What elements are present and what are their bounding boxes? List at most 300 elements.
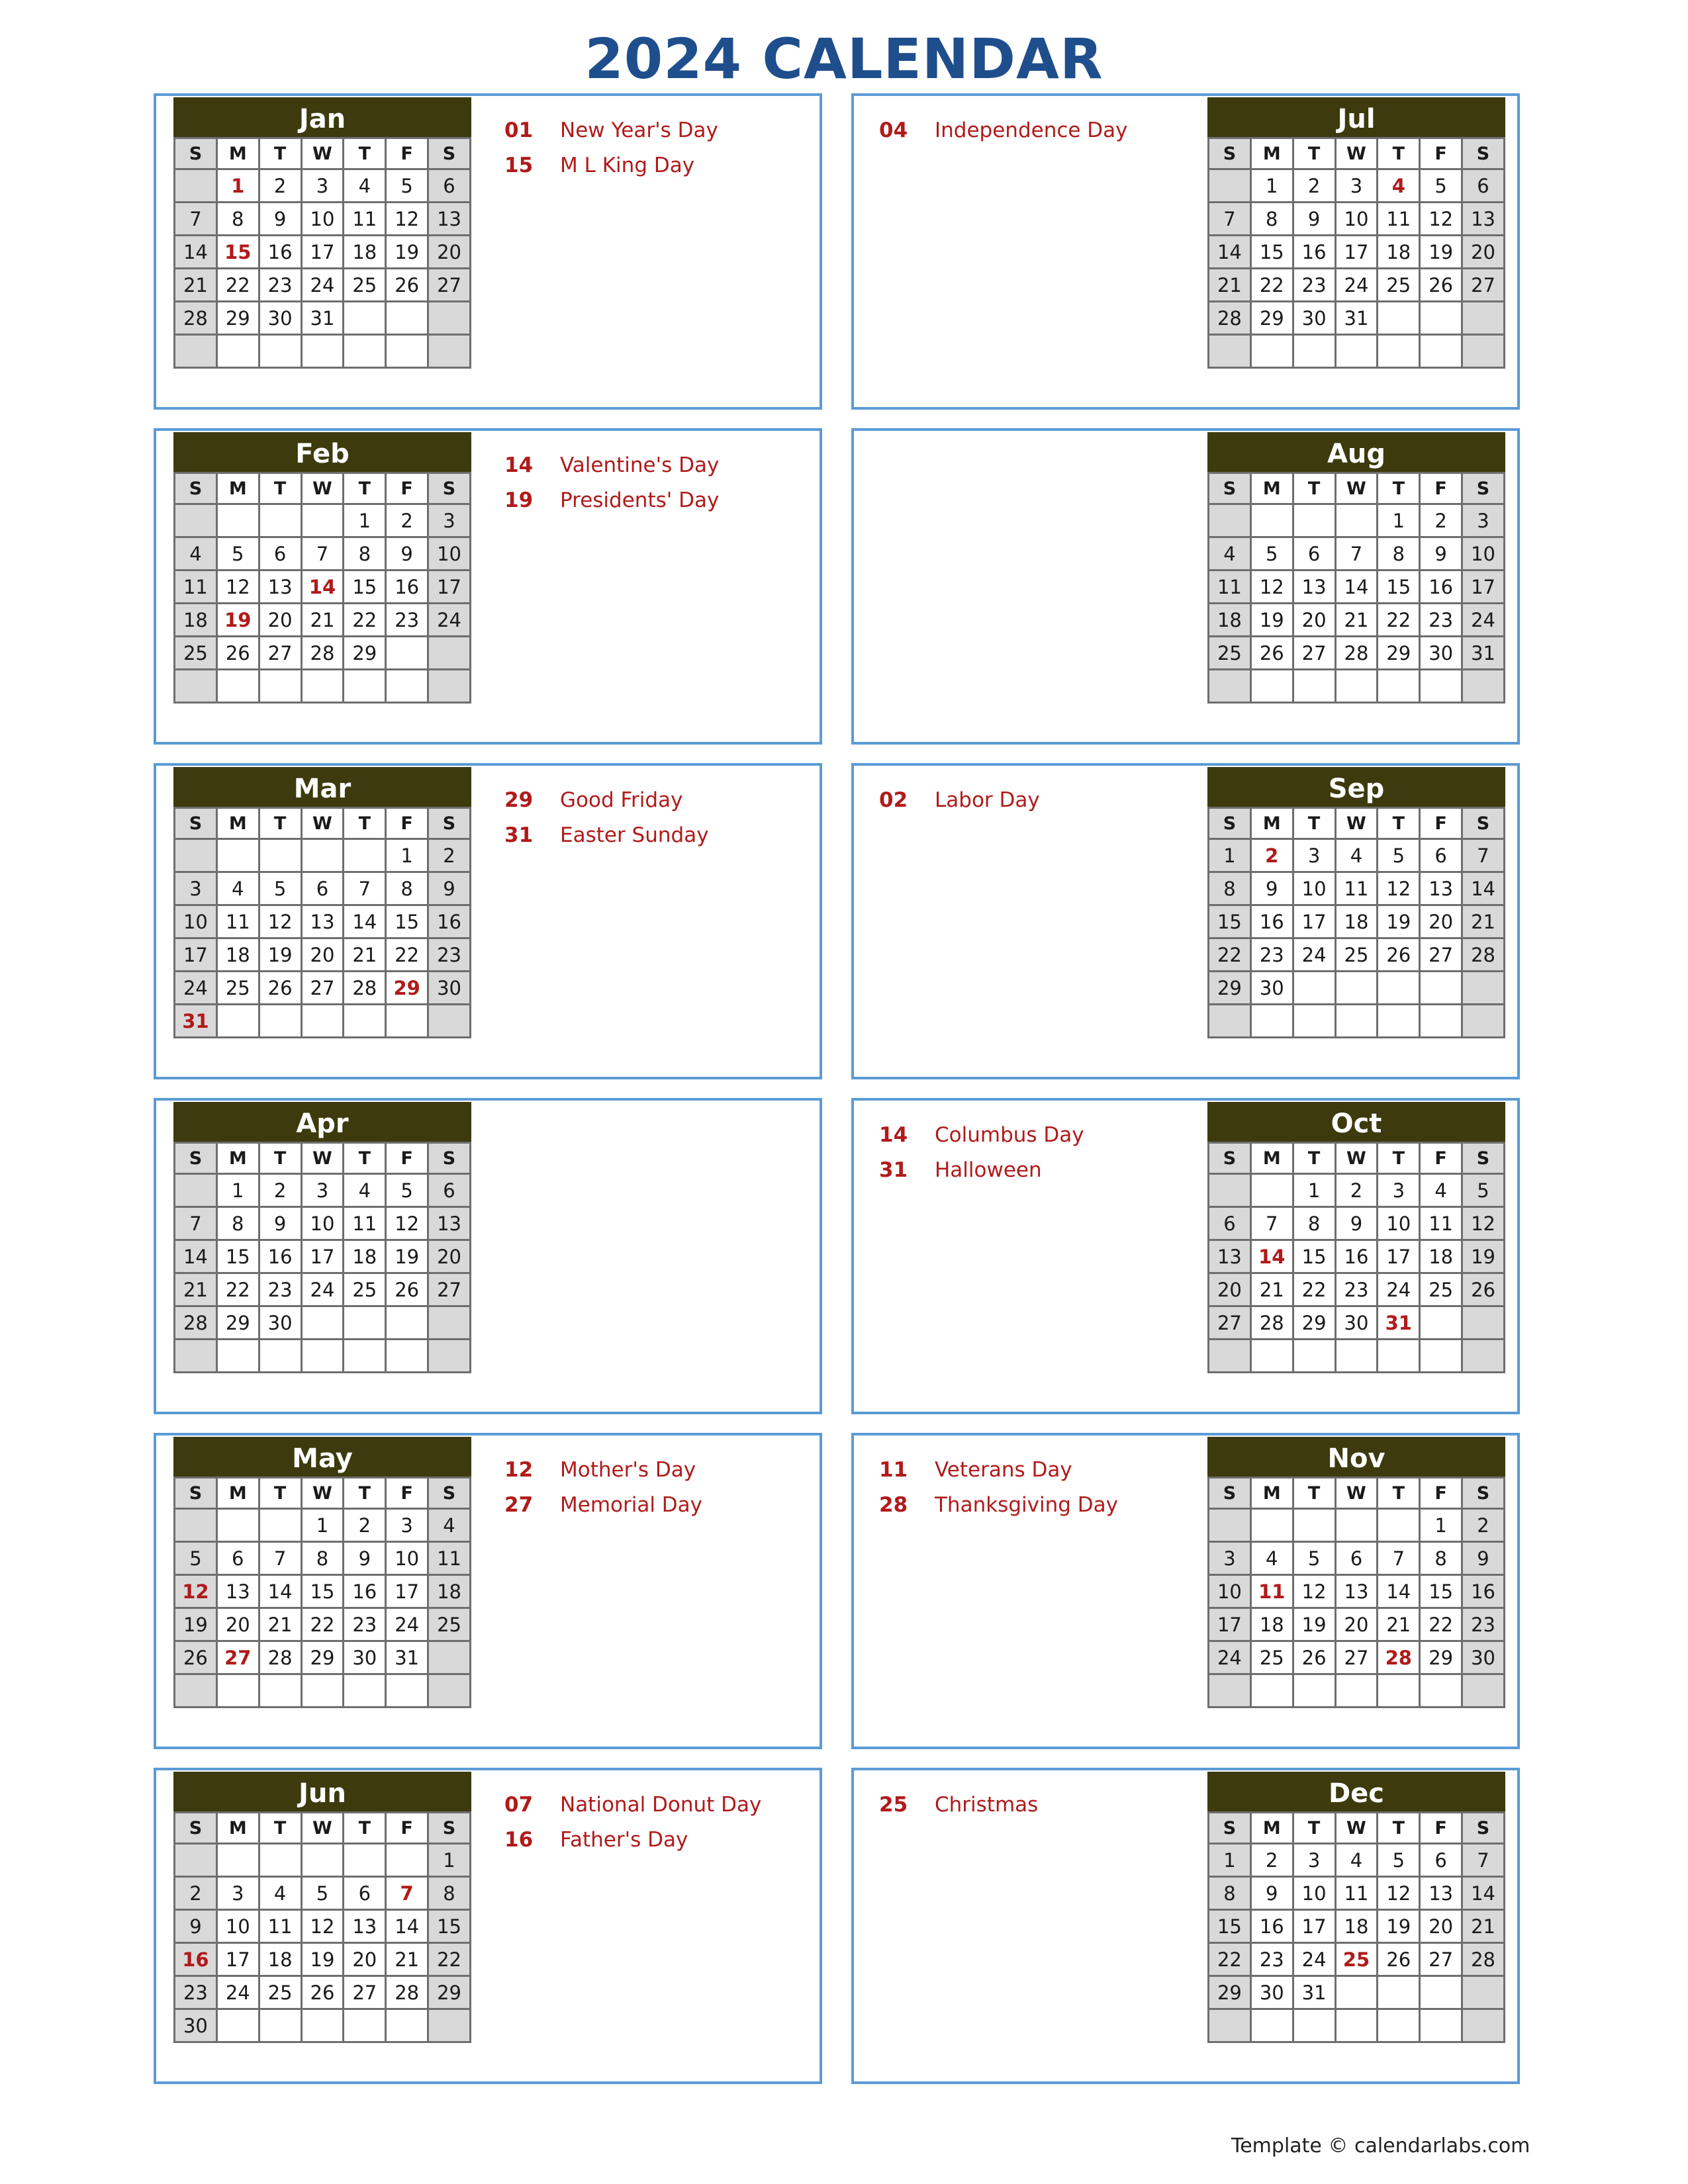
month-table xyxy=(173,807,471,1038)
holiday-list xyxy=(879,1118,1190,1188)
day-cell: 26 xyxy=(386,1273,428,1306)
day-cell xyxy=(301,670,344,703)
holiday-item xyxy=(879,1453,1190,1488)
day-cell: 13 xyxy=(216,1575,259,1608)
day-cell xyxy=(175,335,217,368)
holiday-item xyxy=(504,1453,816,1488)
day-cell: 10 xyxy=(428,537,471,570)
day-cell: 9 xyxy=(1335,1207,1378,1240)
day-cell: 7 xyxy=(1250,1207,1293,1240)
day-cell: 19 xyxy=(386,1240,428,1273)
day-cell xyxy=(216,670,259,703)
day-cell xyxy=(1209,169,1251,203)
week-row xyxy=(1209,169,1505,203)
day-cell: 9 xyxy=(1420,537,1462,570)
holiday-date: 12 xyxy=(504,1458,534,1482)
day-cell: 21 xyxy=(386,1943,428,1976)
day-cell: 3 xyxy=(1293,1844,1335,1877)
day-cell: 24 xyxy=(1378,1273,1420,1306)
holiday-name: National Donut Day xyxy=(560,1793,762,1817)
day-cell xyxy=(216,1509,259,1542)
day-cell: 8 xyxy=(1378,537,1420,570)
day-cell xyxy=(344,670,386,703)
holiday-name: Valentine's Day xyxy=(560,453,720,477)
week-row xyxy=(1209,972,1505,1005)
week-row xyxy=(175,1608,471,1641)
holiday-day-cell: 27 xyxy=(216,1641,259,1674)
week-row xyxy=(1209,1877,1505,1910)
day-cell xyxy=(1335,1005,1378,1038)
day-cell: 21 xyxy=(1378,1608,1420,1641)
day-cell: 29 xyxy=(428,1976,471,2009)
week-row xyxy=(175,1240,471,1273)
day-cell: 18 xyxy=(1209,604,1251,637)
holiday-list xyxy=(504,1453,816,1523)
day-cell: 8 xyxy=(216,1207,259,1240)
day-cell: 30 xyxy=(1420,637,1462,670)
mini-calendar xyxy=(173,97,471,369)
day-cell: 9 xyxy=(1293,203,1335,236)
holiday-date: 01 xyxy=(504,118,534,142)
week-row xyxy=(1209,637,1505,670)
day-cell: 21 xyxy=(175,269,217,302)
day-cell: 27 xyxy=(1462,269,1505,302)
day-cell: 3 xyxy=(428,504,471,537)
week-row xyxy=(1209,905,1505,938)
day-cell: 22 xyxy=(386,938,428,972)
day-cell: 26 xyxy=(1293,1641,1335,1674)
weekday-header-row xyxy=(1209,1813,1505,1844)
holiday-name: M L King Day xyxy=(560,154,695,177)
day-cell: 4 xyxy=(344,1174,386,1207)
day-cell: 7 xyxy=(1462,839,1505,872)
day-cell: 10 xyxy=(216,1910,259,1943)
day-cell: 21 xyxy=(1335,604,1378,637)
week-row xyxy=(1209,504,1505,537)
weekday-label: F xyxy=(386,1143,428,1174)
day-cell: 26 xyxy=(1378,938,1420,972)
day-cell xyxy=(1378,1340,1420,1373)
day-cell: 19 xyxy=(259,938,301,972)
day-cell: 11 xyxy=(216,905,259,938)
day-cell xyxy=(1335,972,1378,1005)
day-cell: 24 xyxy=(386,1608,428,1641)
day-cell xyxy=(1293,1674,1335,1707)
holiday-day-cell: 25 xyxy=(1335,1943,1378,1976)
day-cell: 17 xyxy=(1378,1240,1420,1273)
day-cell: 28 xyxy=(344,972,386,1005)
day-cell: 15 xyxy=(216,1240,259,1273)
day-cell: 20 xyxy=(301,938,344,972)
day-cell: 16 xyxy=(1250,1910,1293,1943)
mini-calendar xyxy=(1207,1437,1505,1708)
day-cell: 20 xyxy=(1420,1910,1462,1943)
holiday-item xyxy=(504,783,816,818)
day-cell: 22 xyxy=(1209,938,1251,972)
weekday-label: T xyxy=(344,473,386,504)
weekday-header-row xyxy=(1209,808,1505,839)
weekday-label: W xyxy=(301,808,344,839)
day-cell xyxy=(259,504,301,537)
day-cell xyxy=(428,302,471,335)
day-cell xyxy=(428,335,471,368)
day-cell: 9 xyxy=(1250,872,1293,905)
day-cell: 11 xyxy=(428,1542,471,1575)
day-cell: 11 xyxy=(259,1910,301,1943)
day-cell xyxy=(259,670,301,703)
holiday-list xyxy=(879,113,1190,148)
week-row xyxy=(1209,269,1505,302)
day-cell: 23 xyxy=(344,1608,386,1641)
day-cell: 19 xyxy=(1293,1608,1335,1641)
day-cell: 23 xyxy=(259,1273,301,1306)
weekday-label: W xyxy=(1335,473,1378,504)
day-cell xyxy=(301,1005,344,1038)
day-cell xyxy=(216,1340,259,1373)
weekday-label: F xyxy=(1420,1813,1462,1844)
day-cell: 30 xyxy=(1250,972,1293,1005)
day-cell: 5 xyxy=(1462,1174,1505,1207)
day-cell: 31 xyxy=(1293,1976,1335,2009)
day-cell xyxy=(301,504,344,537)
day-cell: 1 xyxy=(1209,1844,1251,1877)
day-cell: 10 xyxy=(1209,1575,1251,1608)
week-row xyxy=(1209,1943,1505,1976)
weekday-label: W xyxy=(301,1143,344,1174)
day-cell: 2 xyxy=(428,839,471,872)
weekday-label: T xyxy=(259,808,301,839)
day-cell: 15 xyxy=(301,1575,344,1608)
day-cell: 23 xyxy=(1335,1273,1378,1306)
calendar-grid xyxy=(154,93,1520,2084)
day-cell xyxy=(386,2009,428,2042)
day-cell: 14 xyxy=(1462,1877,1505,1910)
holiday-day-cell: 7 xyxy=(386,1877,428,1910)
day-cell: 24 xyxy=(1209,1641,1251,1674)
day-cell: 11 xyxy=(1420,1207,1462,1240)
week-row xyxy=(175,905,471,938)
day-cell xyxy=(1250,1674,1293,1707)
day-cell xyxy=(1462,670,1505,703)
day-cell: 8 xyxy=(1209,1877,1251,1910)
day-cell: 29 xyxy=(1420,1641,1462,1674)
holiday-day-cell: 28 xyxy=(1378,1641,1420,1674)
day-cell: 9 xyxy=(386,537,428,570)
day-cell: 12 xyxy=(386,1207,428,1240)
holiday-day-cell: 4 xyxy=(1378,169,1420,203)
day-cell xyxy=(259,839,301,872)
week-row xyxy=(175,872,471,905)
week-row xyxy=(1209,670,1505,703)
week-row xyxy=(1209,236,1505,269)
day-cell: 15 xyxy=(428,1910,471,1943)
holiday-date: 28 xyxy=(879,1493,908,1517)
day-cell: 30 xyxy=(428,972,471,1005)
day-cell: 20 xyxy=(259,604,301,637)
day-cell xyxy=(428,1005,471,1038)
day-cell xyxy=(1209,1174,1251,1207)
day-cell: 9 xyxy=(428,872,471,905)
weekday-label: S xyxy=(1462,473,1505,504)
week-row xyxy=(175,1910,471,1943)
day-cell: 9 xyxy=(259,203,301,236)
week-row xyxy=(175,604,471,637)
day-cell: 26 xyxy=(1378,1943,1420,1976)
day-cell xyxy=(1462,335,1505,368)
day-cell: 24 xyxy=(301,269,344,302)
day-cell: 25 xyxy=(428,1608,471,1641)
weekday-label: S xyxy=(1209,808,1251,839)
day-cell xyxy=(216,1844,259,1877)
day-cell: 16 xyxy=(344,1575,386,1608)
day-cell xyxy=(216,2009,259,2042)
month-panel-aug xyxy=(851,428,1520,745)
weekday-label: T xyxy=(1378,1478,1420,1509)
day-cell xyxy=(1335,504,1378,537)
weekday-label: M xyxy=(1250,1478,1293,1509)
weekday-header-row xyxy=(175,138,471,169)
day-cell xyxy=(1378,1674,1420,1707)
day-cell xyxy=(428,670,471,703)
day-cell: 22 xyxy=(1250,269,1293,302)
day-cell: 27 xyxy=(428,1273,471,1306)
day-cell: 7 xyxy=(1378,1542,1420,1575)
weekday-label: F xyxy=(1420,1143,1462,1174)
day-cell: 10 xyxy=(301,203,344,236)
holiday-name: Christmas xyxy=(935,1793,1039,1817)
mini-calendar xyxy=(173,1772,471,2043)
holiday-day-cell: 31 xyxy=(175,1005,217,1038)
day-cell xyxy=(1293,1509,1335,1542)
day-cell: 29 xyxy=(301,1641,344,1674)
day-cell: 24 xyxy=(1293,1943,1335,1976)
week-row xyxy=(175,537,471,570)
day-cell: 7 xyxy=(301,537,344,570)
day-cell: 30 xyxy=(175,2009,217,2042)
day-cell: 18 xyxy=(344,236,386,269)
day-cell xyxy=(1462,2009,1505,2042)
weekday-label: T xyxy=(1293,1478,1335,1509)
mini-calendar xyxy=(173,767,471,1038)
holiday-date: 02 xyxy=(879,788,908,812)
day-cell: 17 xyxy=(1209,1608,1251,1641)
weekday-label: S xyxy=(1462,808,1505,839)
holiday-day-cell: 14 xyxy=(1250,1240,1293,1273)
weekday-header-row xyxy=(175,473,471,504)
day-cell: 6 xyxy=(301,872,344,905)
day-cell: 27 xyxy=(1420,1943,1462,1976)
day-cell: 2 xyxy=(1462,1509,1505,1542)
day-cell: 10 xyxy=(175,905,217,938)
weekday-label: W xyxy=(301,473,344,504)
week-row xyxy=(175,203,471,236)
day-cell xyxy=(344,1306,386,1340)
week-row xyxy=(1209,1608,1505,1641)
weekday-label: S xyxy=(1209,1143,1251,1174)
weekday-label: T xyxy=(1293,473,1335,504)
day-cell: 25 xyxy=(1420,1273,1462,1306)
day-cell: 13 xyxy=(1462,203,1505,236)
day-cell: 15 xyxy=(1250,236,1293,269)
day-cell: 6 xyxy=(1420,839,1462,872)
day-cell: 18 xyxy=(259,1943,301,1976)
day-cell xyxy=(301,1306,344,1340)
day-cell: 4 xyxy=(1420,1174,1462,1207)
week-row xyxy=(175,169,471,203)
holiday-item xyxy=(879,113,1190,148)
day-cell xyxy=(175,1674,217,1707)
day-cell: 3 xyxy=(216,1877,259,1910)
day-cell: 5 xyxy=(216,537,259,570)
day-cell: 14 xyxy=(175,1240,217,1273)
day-cell xyxy=(1462,1306,1505,1340)
holiday-list xyxy=(504,783,816,853)
month-panel-may xyxy=(154,1433,822,1749)
holiday-item xyxy=(504,483,816,518)
day-cell: 8 xyxy=(301,1542,344,1575)
day-cell: 1 xyxy=(344,504,386,537)
day-cell: 18 xyxy=(1378,236,1420,269)
day-cell: 10 xyxy=(301,1207,344,1240)
day-cell xyxy=(344,2009,386,2042)
week-row xyxy=(1209,1240,1505,1273)
weekday-label: W xyxy=(301,1813,344,1844)
day-cell xyxy=(1293,972,1335,1005)
day-cell: 13 xyxy=(344,1910,386,1943)
day-cell: 13 xyxy=(301,905,344,938)
day-cell xyxy=(1335,1976,1378,2009)
mini-calendar xyxy=(1207,1102,1505,1373)
day-cell xyxy=(175,169,217,203)
holiday-name: Memorial Day xyxy=(560,1493,703,1517)
week-row xyxy=(1209,1976,1505,2009)
mini-calendar xyxy=(173,1437,471,1708)
week-row xyxy=(1209,2009,1505,2042)
holiday-date: 11 xyxy=(879,1458,908,1482)
month-panel-jan xyxy=(154,93,822,410)
day-cell: 31 xyxy=(301,302,344,335)
day-cell: 2 xyxy=(386,504,428,537)
weekday-label: M xyxy=(216,473,259,504)
holiday-name: Thanksgiving Day xyxy=(935,1493,1118,1517)
day-cell: 24 xyxy=(175,972,217,1005)
mini-calendar xyxy=(173,432,471,704)
day-cell: 29 xyxy=(344,637,386,670)
month-table xyxy=(173,472,471,704)
day-cell: 14 xyxy=(344,905,386,938)
day-cell: 4 xyxy=(344,169,386,203)
day-cell: 17 xyxy=(386,1575,428,1608)
day-cell xyxy=(344,335,386,368)
day-cell: 17 xyxy=(1462,570,1505,604)
week-row xyxy=(1209,1910,1505,1943)
day-cell xyxy=(1420,972,1462,1005)
week-row xyxy=(175,1174,471,1207)
day-cell: 23 xyxy=(1420,604,1462,637)
day-cell: 13 xyxy=(428,203,471,236)
day-cell: 7 xyxy=(1462,1844,1505,1877)
day-cell: 10 xyxy=(1293,872,1335,905)
weekday-label: M xyxy=(216,138,259,169)
day-cell: 17 xyxy=(175,938,217,972)
day-cell: 5 xyxy=(1293,1542,1335,1575)
day-cell: 26 xyxy=(216,637,259,670)
day-cell: 2 xyxy=(344,1509,386,1542)
weekday-label: F xyxy=(1420,138,1462,169)
weekday-label: S xyxy=(175,1478,217,1509)
day-cell: 1 xyxy=(1293,1174,1335,1207)
day-cell: 4 xyxy=(1250,1542,1293,1575)
holiday-date: 14 xyxy=(879,1123,908,1147)
month-name: Dec xyxy=(1207,1772,1505,1811)
day-cell: 6 xyxy=(1293,537,1335,570)
month-panel-jun xyxy=(154,1768,822,2084)
day-cell: 17 xyxy=(301,236,344,269)
day-cell: 12 xyxy=(1378,1877,1420,1910)
weekday-label: S xyxy=(1209,138,1251,169)
day-cell: 18 xyxy=(1335,905,1378,938)
day-cell: 3 xyxy=(1462,504,1505,537)
day-cell xyxy=(1293,670,1335,703)
day-cell: 22 xyxy=(1378,604,1420,637)
day-cell: 30 xyxy=(1293,302,1335,335)
weekday-label: T xyxy=(344,1813,386,1844)
day-cell xyxy=(1378,2009,1420,2042)
day-cell: 18 xyxy=(175,604,217,637)
day-cell: 1 xyxy=(1250,169,1293,203)
holiday-date: 29 xyxy=(504,788,534,812)
day-cell: 9 xyxy=(175,1910,217,1943)
day-cell: 11 xyxy=(1378,203,1420,236)
day-cell: 4 xyxy=(1335,1844,1378,1877)
day-cell: 1 xyxy=(386,839,428,872)
weekday-label: W xyxy=(1335,1813,1378,1844)
day-cell: 13 xyxy=(1293,570,1335,604)
day-cell: 21 xyxy=(175,1273,217,1306)
day-cell xyxy=(301,839,344,872)
day-cell: 8 xyxy=(386,872,428,905)
holiday-date: 14 xyxy=(504,453,534,477)
weekday-header-row xyxy=(175,1478,471,1509)
day-cell: 13 xyxy=(1420,872,1462,905)
day-cell: 20 xyxy=(428,236,471,269)
day-cell: 29 xyxy=(1209,972,1251,1005)
weekday-label: S xyxy=(1209,1813,1251,1844)
day-cell: 17 xyxy=(1293,1910,1335,1943)
day-cell xyxy=(386,1005,428,1038)
day-cell: 6 xyxy=(1462,169,1505,203)
day-cell xyxy=(1209,335,1251,368)
day-cell: 25 xyxy=(1209,637,1251,670)
holiday-item xyxy=(504,113,816,148)
week-row xyxy=(175,972,471,1005)
day-cell xyxy=(301,1674,344,1707)
week-row xyxy=(175,1207,471,1240)
day-cell xyxy=(1293,1005,1335,1038)
day-cell: 1 xyxy=(1420,1509,1462,1542)
day-cell xyxy=(344,302,386,335)
week-row xyxy=(175,1575,471,1608)
day-cell: 24 xyxy=(428,604,471,637)
day-cell: 20 xyxy=(428,1240,471,1273)
day-cell: 20 xyxy=(1420,905,1462,938)
day-cell: 7 xyxy=(344,872,386,905)
holiday-day-cell: 19 xyxy=(216,604,259,637)
day-cell xyxy=(1335,335,1378,368)
day-cell: 8 xyxy=(1209,872,1251,905)
day-cell xyxy=(1420,1674,1462,1707)
day-cell xyxy=(1209,504,1251,537)
